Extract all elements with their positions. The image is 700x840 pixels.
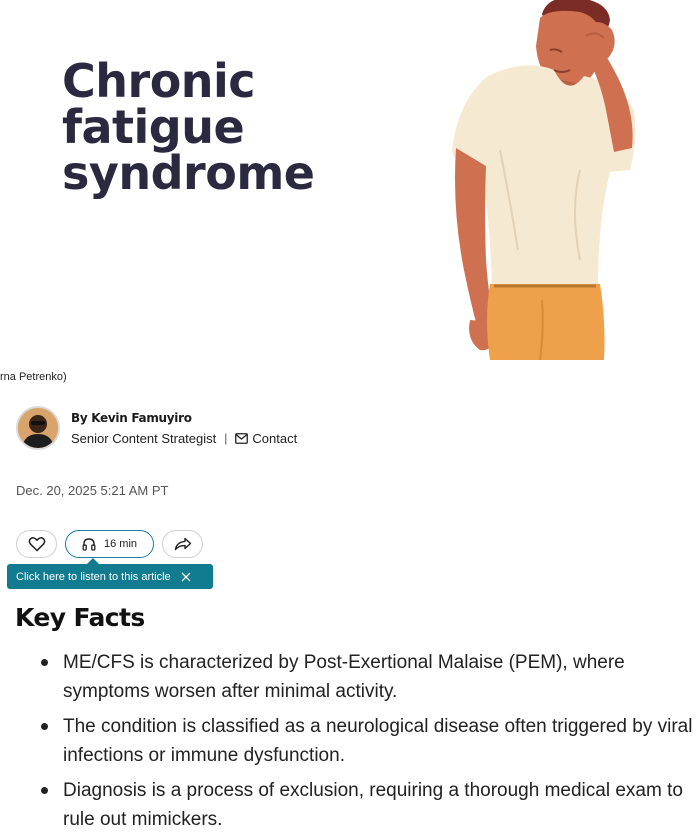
hero-title-line: syndrome [62, 146, 315, 200]
listen-duration: 16 min [103, 538, 138, 550]
hero-banner [0, 0, 700, 360]
share-arrow-icon [174, 537, 192, 551]
listen-button[interactable] [65, 530, 154, 558]
avatar[interactable] [16, 406, 60, 450]
author-role-row [71, 431, 297, 446]
tooltip-close-button[interactable] [181, 572, 191, 582]
hero-title-line: Chronic [62, 54, 256, 108]
author-name[interactable]: By Kevin Famuyiro [71, 410, 192, 425]
close-icon [181, 572, 191, 582]
tired-man-illustration [430, 0, 700, 360]
article-actions [16, 530, 203, 558]
key-facts-heading: Key Facts [15, 603, 145, 632]
author-role: Senior Content Strategist [71, 430, 217, 446]
contact-link[interactable] [235, 431, 297, 446]
envelope-icon [235, 433, 248, 444]
image-caption: rna Petrenko) [0, 371, 67, 383]
list-item: Diagnosis is a process of exclusion, requiring a thorough medical exam to rule out mimickers. [30, 776, 695, 834]
contact-label: Contact [252, 430, 298, 446]
author-info [71, 411, 297, 446]
like-button[interactable] [16, 530, 57, 558]
listen-tooltip[interactable] [7, 564, 213, 589]
author-photo [18, 408, 58, 448]
headphones-icon [82, 537, 96, 551]
list-item: The condition is classified as a neurological disease often triggered by viral infections or immune dysfunction. [30, 712, 695, 770]
separator: | [224, 431, 228, 445]
hero-title [62, 54, 315, 200]
publish-date: Dec. 20, 2025 5:21 AM PT [16, 483, 169, 498]
tooltip-text: Click here to listen to this article [16, 570, 171, 583]
list-item: ME/CFS is characterized by Post-Exertional Malaise (PEM), where symptoms worsen after minimal activity. [30, 648, 695, 706]
share-button[interactable] [162, 530, 203, 558]
heart-icon [28, 536, 46, 552]
key-facts-list [30, 648, 695, 840]
author-block [16, 405, 297, 451]
hero-title-line: fatigue [62, 100, 245, 154]
